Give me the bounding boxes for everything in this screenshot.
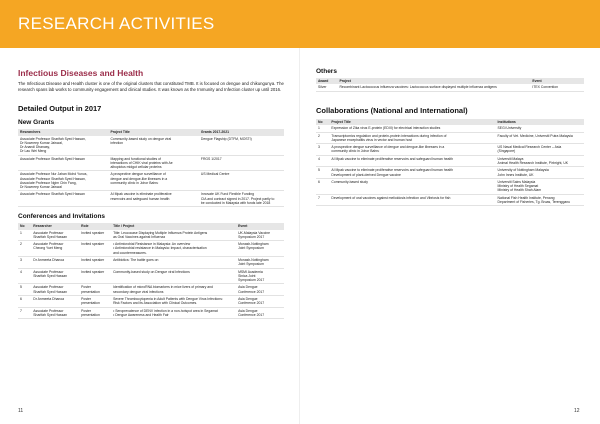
grants-cell-line: AI Mpak vaccine is eliminate proliferative — [110, 192, 172, 197]
collaboration-cell-line: Faculty of Vet. Medicine, Universiti Putra Malaysia — [497, 133, 573, 138]
conference-cell-line: Antibiotics: The battle goes on — [113, 258, 159, 263]
intro-paragraph: The Infectious Disease and Health cluster is one of the original clusters that constituted TMB. It is focused on dengue and chikungunya. The research spans lab works to community engagement and clinical studies. It was known as the Immunity and Infection cluster up until 2016. — [18, 81, 284, 92]
collaboration-cell-line: 1 — [318, 126, 320, 131]
collaboration-cell-line: Universiti Malaya — [497, 156, 524, 161]
conference-cell-line: Conference 2017 — [238, 289, 265, 294]
conference-cell-line: Dr Anmeeta Dhanoa — [33, 297, 65, 302]
collaboration-cell-line: John Innes Institute, UK — [497, 172, 534, 177]
others-header-cell: Award — [316, 78, 337, 84]
right-page — [316, 60, 584, 206]
others-header-cell: Event — [530, 78, 584, 84]
conference-header-cell: Title / Project — [111, 223, 236, 229]
output-heading: Detailed Output in 2017 — [18, 104, 102, 114]
collaboration-cell-line: 3 — [318, 145, 320, 150]
conference-cell-line: Severe Thrombocytopenia in Adult Patients with Dengue Virus Infections: — [113, 297, 223, 302]
conference-cell — [18, 295, 31, 307]
conference-cell-line: UK-Malaysia Vaccine — [238, 230, 271, 235]
collaboration-cell — [496, 194, 584, 206]
collaboration-cell-line: SEGi University — [497, 126, 522, 131]
conference-cell-line: presentation — [81, 289, 100, 294]
conference-cell-line: Conference 2017 — [238, 312, 265, 317]
conference-cell-line: Identification of microRNA biomarkers in mice livers of primary and — [113, 285, 213, 290]
grants-cell — [108, 155, 198, 171]
collaboration-cell-line: Transcriptomics regulation and protein-protein interactions during infection of — [331, 133, 447, 138]
collaboration-cell — [496, 155, 584, 167]
grants-cell-line: CIA and contract signed in 2017. Project partly to — [200, 196, 275, 201]
conference-cell-line: Poster — [81, 308, 91, 313]
conference-header-cell: Event — [236, 223, 284, 229]
collaboration-cell — [316, 194, 329, 206]
conference-cell-line: Poster — [81, 285, 91, 290]
page-number-right: 12 — [574, 408, 580, 414]
others-table — [316, 78, 584, 92]
conference-cell-line: Monash-Nottingham — [238, 242, 269, 247]
collaboration-cell — [329, 132, 495, 144]
conference-cell — [111, 241, 236, 257]
grants-row — [18, 171, 284, 191]
grants-cell-line: reservoirs and safeguard human health — [110, 196, 170, 201]
conference-cell-line: Symposium 2017 — [238, 234, 265, 239]
collaboration-cell — [329, 167, 495, 179]
collaboration-cell — [496, 167, 584, 179]
collaboration-cell-line: Ministry of Health Shah Alam — [497, 188, 542, 193]
others-row — [316, 84, 584, 91]
grants-cell-line: Associate Professor Sharifah Syed Hassan, — [20, 136, 86, 141]
conference-row — [18, 230, 284, 241]
conference-row — [18, 268, 284, 284]
collaboration-cell-line: Department of Fisheries, Tg. Bruas, Terengganu — [497, 200, 570, 205]
grants-cell-line: Dr Lau Wei Meng — [20, 149, 47, 154]
collaboration-cell-line: 7 — [318, 195, 320, 200]
conference-cell — [236, 268, 284, 284]
conference-cell-line: 6 — [20, 297, 22, 302]
conference-cell-line: Associate Professor — [33, 308, 64, 313]
conference-header-cell: Researcher — [31, 223, 79, 229]
grants-row — [18, 136, 284, 156]
banner-title: RESEARCH ACTIVITIES — [18, 14, 215, 33]
grants-cell-line: interactions of CHIK viral proteins with Ae — [110, 160, 173, 165]
conference-cell — [79, 295, 111, 307]
conference-cell — [111, 284, 236, 296]
conference-row — [18, 295, 284, 307]
grants-cell-line: A prospective dengue surveillance of — [110, 172, 166, 177]
conference-cell-line: Asia Dengue — [238, 308, 258, 313]
grants-cell-line: Associate Professor Ngim Chin Fang, — [20, 180, 77, 185]
others-cell — [316, 84, 337, 91]
conference-cell — [111, 230, 236, 241]
grants-cell — [199, 171, 284, 191]
others-cell-line: Recombinant Lactococcus influenza vaccines: Lactococcus surface displayed multiple influenza antigens — [339, 85, 497, 90]
conference-cell — [236, 241, 284, 257]
grants-cell — [18, 136, 108, 156]
collaboration-row — [316, 167, 584, 179]
conference-cell — [236, 295, 284, 307]
collaboration-cell — [496, 125, 584, 132]
conference-cell-line: Monash-Nottingham — [238, 258, 269, 263]
collaboration-cell-line: AI Mpak vaccine to eliminate proliferative reservoirs and safeguard human health — [331, 168, 453, 173]
conference-cell-line: 3 — [20, 258, 22, 263]
collaboration-cell — [316, 132, 329, 144]
conference-cell-line: 7 — [20, 308, 22, 313]
conference-cell-line: • Seroprevalence of DENV infection in a non-hotspot area in Segamat — [113, 308, 218, 313]
conference-cell-line: Community-based study on Dengue viral Infections — [113, 269, 190, 274]
grants-cell-line: Associate Professor Sharifah Syed Hassan — [20, 192, 85, 197]
grants-cell — [108, 136, 198, 156]
conferences-title: Conferences and Invitations — [18, 213, 106, 221]
grants-table — [18, 129, 284, 207]
conference-cell — [236, 256, 284, 268]
conference-row — [18, 256, 284, 268]
collaboration-cell-line: 6 — [318, 180, 320, 185]
collaboration-cell-line: Development of plant-derived Dengue vaccine — [331, 172, 401, 177]
grants-cell-line: Dr Nowneep Kumar Jaiswal, — [20, 140, 63, 145]
grants-cell-line: Innovate UK Fund Flexible Funding — [200, 192, 255, 197]
collaboration-cell — [316, 125, 329, 132]
conference-cell-line: 1 — [20, 230, 22, 235]
conference-cell — [236, 307, 284, 319]
grants-header-cell: Grants 2017-2021 — [199, 129, 284, 135]
collaboration-cell — [329, 144, 495, 156]
conference-cell-line: Joint Symposium — [238, 262, 264, 267]
others-title: Others — [316, 68, 337, 75]
grants-cell — [18, 171, 108, 191]
grants-cell — [18, 155, 108, 171]
collaborations-table — [316, 119, 584, 207]
grants-cell-line: Community-based study on dengue viral — [110, 136, 172, 141]
conference-cell-line: Associate Professor — [33, 242, 64, 247]
conference-cell-line: Sinica Joint — [238, 273, 256, 278]
grants-cell — [199, 155, 284, 171]
conference-cell — [18, 268, 31, 284]
collaboration-cell — [329, 155, 495, 167]
grants-cell-line: dengue and dengue-like illnesses in a — [110, 176, 168, 181]
collaboration-row — [316, 155, 584, 167]
conference-cell-line: Dr Anmeeta Dhanoa — [33, 258, 65, 263]
others-cell-line: Silver — [318, 85, 327, 90]
collaboration-cell-line: Ministry of Health Segamat — [497, 184, 539, 189]
grants-cell-line: Dr Nowneep Kumar Jaiswal — [20, 185, 62, 190]
conference-cell-line: • Antimicrobial resistance in Malaysia: Impact, characterisation — [113, 246, 207, 251]
collaboration-cell-line: 4 — [318, 156, 320, 161]
grants-cell-line: be conducted in Malaysia with funds late 2018 — [200, 200, 271, 205]
collaboration-cell-line: Expression of Zika virus E-protein (EDIII) for electrical interaction studies — [331, 126, 441, 131]
collaboration-cell — [316, 155, 329, 167]
conference-cell-line: Invited speaker — [81, 258, 105, 263]
conference-cell-line: Cheong Yuet Meng — [33, 246, 63, 251]
conferences-table — [18, 223, 284, 319]
conference-cell-line: Asia Dengue — [238, 285, 258, 290]
grants-cell — [108, 171, 198, 191]
collaboration-header-cell: Institutions — [496, 119, 584, 125]
conference-cell-line: Risk Factors and its Association with Clinical Outcomes. — [113, 301, 198, 306]
conference-cell-line: Invited speaker — [81, 242, 105, 247]
conference-cell-line: 4 — [20, 269, 22, 274]
others-header-cell: Project — [337, 78, 530, 84]
conference-cell — [79, 284, 111, 296]
conference-cell-line: • Antimicrobial Resistance in Malaysia: An overview — [113, 242, 191, 247]
conference-cell — [31, 241, 79, 257]
grants-cell-line: Mapping and functional studies of — [110, 156, 161, 161]
conference-cell-line: presentation — [81, 301, 100, 306]
conference-row — [18, 307, 284, 319]
collaboration-cell-line: 2 — [318, 133, 320, 138]
conference-cell-line: as Oral Vaccines against Influenza — [113, 234, 166, 239]
grants-cell-line: Associate Professor Sharifah Syed Hassan, — [20, 176, 86, 181]
conference-cell — [31, 268, 79, 284]
conference-cell-line: MSMI Academia — [238, 269, 263, 274]
conference-cell-line: and countermeasures. — [113, 250, 147, 255]
page-gutter — [299, 48, 300, 424]
grants-cell-line: Associate Professor Sharifah Syed Hassan — [20, 156, 85, 161]
collaboration-row — [316, 144, 584, 156]
conference-cell — [18, 307, 31, 319]
conference-cell-line: Joint Symposium — [238, 246, 264, 251]
conference-cell-line: Sharifah Syed Hassan — [33, 234, 68, 239]
grants-cell — [199, 191, 284, 207]
conference-cell — [111, 268, 236, 284]
grants-cell-line: infection — [110, 140, 124, 145]
grants-row — [18, 155, 284, 171]
collaboration-header-cell: Project Title — [329, 119, 495, 125]
conference-cell-line: 5 — [20, 285, 22, 290]
collaboration-row — [316, 132, 584, 144]
collaboration-cell — [329, 194, 495, 206]
conference-cell-line: 2 — [20, 242, 22, 247]
conference-cell — [31, 295, 79, 307]
conference-cell — [79, 241, 111, 257]
collaboration-cell-line: A prospective dengue surveillance of dengue and dengue-like illnesses in a — [331, 145, 445, 150]
collaboration-cell-line: Japanese encephalitis virus in vector and human host — [331, 137, 413, 142]
collaboration-cell — [329, 125, 495, 132]
collaboration-cell-line: Development of oral vaccines against melioidosis infection and Vibriosis for fish — [331, 195, 451, 200]
collaborations-heading: Collaborations (National and International) — [316, 105, 468, 115]
collaboration-cell-line: US Naval Medical Research Center – Asia — [497, 145, 562, 150]
page-number-left: 11 — [18, 408, 24, 414]
grants-cell-line: Dengue Flagship (DTFM, MOSTI) — [200, 136, 252, 141]
collaboration-row — [316, 178, 584, 194]
collaboration-row — [316, 125, 584, 132]
conference-header-cell: No — [18, 223, 31, 229]
conference-row — [18, 241, 284, 257]
conference-row — [18, 284, 284, 296]
conference-cell — [18, 241, 31, 257]
conference-cell-line: Associate Professor — [33, 285, 64, 290]
conference-cell — [18, 256, 31, 268]
conference-cell — [79, 268, 111, 284]
grants-cell-line: US Medical Centre — [200, 172, 230, 177]
conference-cell — [111, 307, 236, 319]
grants-header-cell: Project Title — [108, 129, 198, 135]
conference-cell-line: Sharifah Syed Hassan — [33, 312, 68, 317]
conference-cell — [31, 284, 79, 296]
left-page — [18, 60, 284, 319]
conference-cell — [79, 256, 111, 268]
conference-cell — [236, 230, 284, 241]
collaboration-cell-line: Community-based study — [331, 180, 368, 185]
conference-cell-line: presentation — [81, 312, 100, 317]
banner — [0, 0, 600, 48]
collaboration-cell — [316, 144, 329, 156]
collaboration-cell-line: University of Nottingham Malaysia — [497, 168, 549, 173]
conference-cell-line: • Dengue Awareness and Health Fair — [113, 312, 169, 317]
collaboration-cell-line: Universiti Sains Malaysia — [497, 180, 536, 185]
grants-row — [18, 191, 284, 207]
conference-cell-line: Symposium 2017 — [238, 278, 265, 283]
grants-cell — [199, 136, 284, 156]
conference-cell — [18, 230, 31, 241]
conference-cell — [31, 307, 79, 319]
grants-cell-line: Dr Anandi Dhanasy, — [20, 145, 50, 150]
collaboration-cell — [329, 178, 495, 194]
conference-cell-line: Conference 2017 — [238, 301, 265, 306]
grants-cell-line: albopictus midgut cellular proteins — [110, 165, 162, 170]
collaboration-cell — [496, 178, 584, 194]
collaboration-cell — [496, 132, 584, 144]
conference-cell — [111, 256, 236, 268]
conference-cell-line: Invited speaker — [81, 230, 105, 235]
collaboration-header-cell: No — [316, 119, 329, 125]
grants-cell-line: Associate Professor Nur Jahan Mohd Yunus, — [20, 172, 88, 177]
others-cell-line: ITEX Convention — [532, 85, 559, 90]
conference-cell — [31, 230, 79, 241]
section-heading: Infectious Diseases and Health — [18, 68, 144, 78]
conference-cell-line: Sharifah Syed Hassan — [33, 289, 68, 294]
conference-cell-line: Title: Leucocase Displaying Multiple Influenza Protein Antigens — [113, 230, 208, 235]
conference-cell-line: secondary dengue viral infections — [113, 289, 164, 294]
conference-cell-line: Asia Dengue — [238, 297, 258, 302]
collaboration-row — [316, 194, 584, 206]
conference-cell — [236, 284, 284, 296]
grants-cell — [108, 191, 198, 207]
collaboration-cell — [316, 167, 329, 179]
conference-header-cell: Role — [79, 223, 111, 229]
conference-cell — [79, 307, 111, 319]
collaboration-cell-line: community clinic in Johor Bahru — [331, 149, 380, 154]
conference-cell — [31, 256, 79, 268]
collaboration-cell — [496, 144, 584, 156]
conference-cell-line: Sharifah Syed Hassan — [33, 273, 68, 278]
grants-cell — [18, 191, 108, 207]
conference-cell-line: Associate Professor — [33, 230, 64, 235]
conference-cell — [18, 284, 31, 296]
conference-cell — [79, 230, 111, 241]
others-cell — [337, 84, 530, 91]
grants-cell-line: FRGS 1/2017 — [200, 156, 222, 161]
collaboration-cell-line: National Fish Health Institute, Penang — [497, 195, 555, 200]
collaboration-cell-line: 5 — [318, 168, 320, 173]
grants-header-cell: Researchers — [18, 129, 108, 135]
conference-cell-line: Poster — [81, 297, 91, 302]
conference-cell-line: Invited speaker — [81, 269, 105, 274]
collaboration-cell-line: AI Mpak vaccine to eliminate proliferative reservoirs and safeguard human health — [331, 156, 453, 161]
grants-title: New Grants — [18, 119, 55, 127]
collaboration-cell — [316, 178, 329, 194]
collaboration-cell-line: Animal Health Research Institute, Pirbright, UK — [497, 161, 569, 166]
others-cell — [530, 84, 584, 91]
grants-cell-line: community clinic in Johor Bahru — [110, 180, 159, 185]
collaboration-cell-line: (Singapore) — [497, 149, 516, 154]
conference-cell — [111, 295, 236, 307]
conference-cell-line: Associate Professor — [33, 269, 64, 274]
